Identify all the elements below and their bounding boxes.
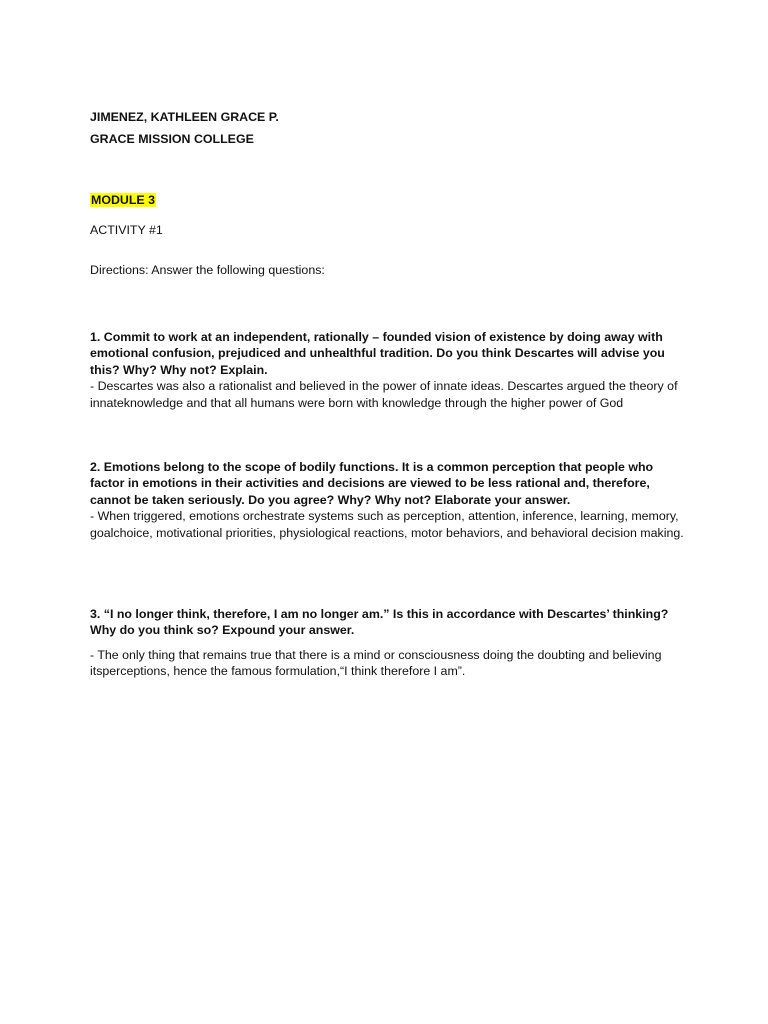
answer-1: - Descartes was also a rationalist and believed in the power of innate ideas. Descartes argued the theory of innateknowledge and that all humans were born with knowledge through the higher power of God bbox=[90, 379, 678, 410]
school-name: GRACE MISSION COLLEGE bbox=[90, 132, 254, 146]
student-name: JIMENEZ, KATHLEEN GRACE P. bbox=[90, 110, 279, 124]
module-title bbox=[90, 192, 156, 208]
answer-2: - When triggered, emotions orchestrate systems such as perception, attention, inference, learning, memory, goalchoice, motivational priorities, physiological reactions, motor behaviors, and behavioral decision making. bbox=[90, 509, 684, 540]
question-3: 3. “I no longer think, therefore, I am no longer am.” Is this in accordance with Descartes’ thinking? Why do you think so? Expound your answer. bbox=[90, 607, 669, 638]
question-block-3 bbox=[90, 606, 690, 680]
question-block-1 bbox=[90, 329, 690, 411]
activity-title: ACTIVITY #1 bbox=[90, 223, 163, 237]
directions: Directions: Answer the following questions: bbox=[90, 263, 325, 277]
question-block-2 bbox=[90, 459, 690, 541]
answer-3: - The only thing that remains true that there is a mind or consciousness doing the doubting and believing itsperceptions, hence the famous formulation,“I think therefore I am”. bbox=[90, 647, 662, 679]
question-1: 1. Commit to work at an independent, rationally – founded vision of existence by doing away with emotional confusion, prejudiced and unhealthful tradition. Do you think Descartes will advise you this? Why? Why not? Explain. bbox=[90, 330, 665, 377]
question-2: 2. Emotions belong to the scope of bodily functions. It is a common perception that people who factor in emotions in their activities and decisions are viewed to be less rational and, therefore, cannot be taken seriously. Do you agree? Why? Why not? Elaborate your answer. bbox=[90, 460, 654, 507]
module-highlight: MODULE 3 bbox=[91, 193, 156, 207]
